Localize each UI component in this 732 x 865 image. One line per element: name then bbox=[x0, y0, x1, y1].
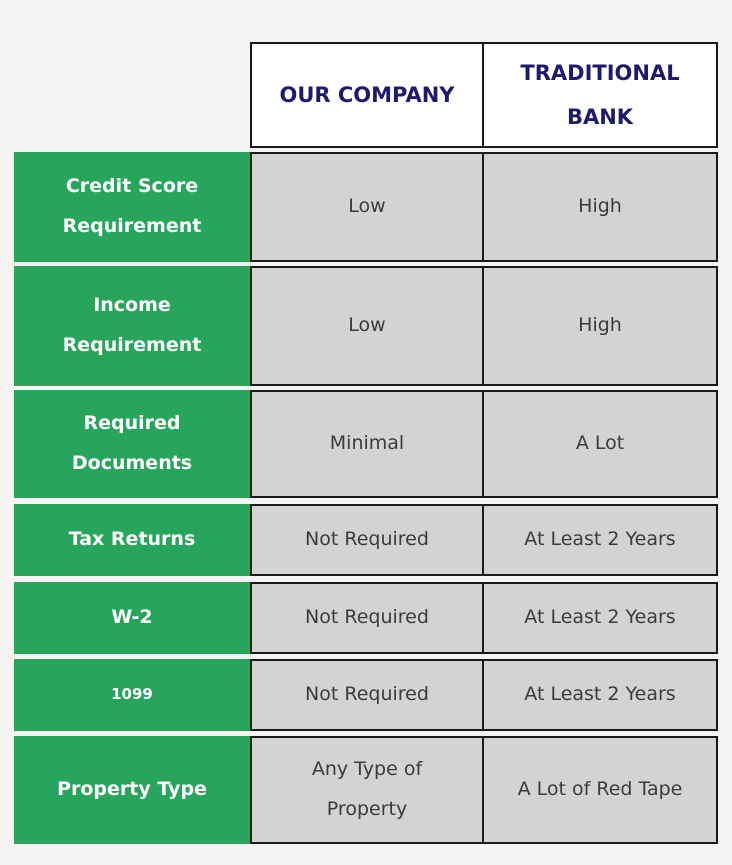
row-label-income: Income Requirement bbox=[14, 266, 250, 386]
traditional-bank-value: At Least 2 Years bbox=[484, 504, 718, 576]
our-company-value: Not Required bbox=[250, 504, 484, 576]
traditional-bank-value: A Lot bbox=[484, 390, 718, 498]
traditional-bank-value: High bbox=[484, 266, 718, 386]
column-header-our-company: OUR COMPANY bbox=[250, 42, 484, 148]
traditional-bank-value: At Least 2 Years bbox=[484, 659, 718, 731]
table-row bbox=[14, 390, 718, 498]
table-row bbox=[14, 659, 718, 731]
row-label-credit-score: Credit Score Requirement bbox=[14, 152, 250, 262]
table-row bbox=[14, 736, 718, 844]
traditional-bank-value: High bbox=[484, 152, 718, 262]
column-header-traditional-bank: TRADITIONAL BANK bbox=[484, 42, 718, 148]
traditional-bank-value: At Least 2 Years bbox=[484, 582, 718, 654]
row-label-1099: 1099 bbox=[14, 659, 250, 731]
our-company-value: Minimal bbox=[250, 390, 484, 498]
table-header-row bbox=[250, 42, 718, 148]
our-company-value: Any Type of Property bbox=[250, 736, 484, 844]
table-row bbox=[14, 582, 718, 654]
comparison-table bbox=[14, 42, 718, 844]
row-label-required-documents: Required Documents bbox=[14, 390, 250, 498]
our-company-value: Low bbox=[250, 266, 484, 386]
traditional-bank-value: A Lot of Red Tape bbox=[484, 736, 718, 844]
our-company-value: Not Required bbox=[250, 659, 484, 731]
table-row bbox=[14, 266, 718, 386]
row-label-w2: W-2 bbox=[14, 582, 250, 654]
our-company-value: Low bbox=[250, 152, 484, 262]
table-row bbox=[14, 504, 718, 576]
table-row bbox=[14, 152, 718, 262]
row-label-property-type: Property Type bbox=[14, 736, 250, 844]
row-label-tax-returns: Tax Returns bbox=[14, 504, 250, 576]
our-company-value: Not Required bbox=[250, 582, 484, 654]
